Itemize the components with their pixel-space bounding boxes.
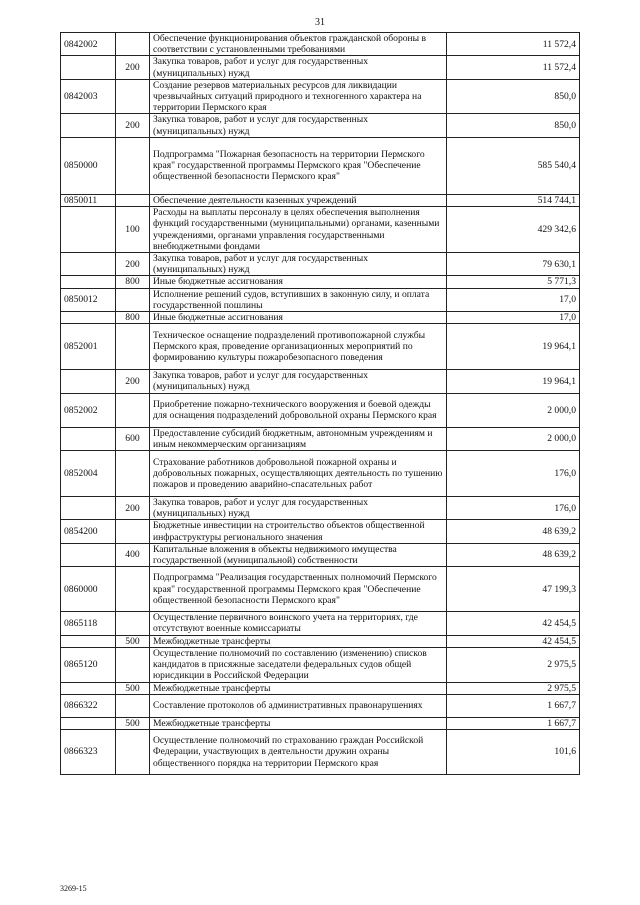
row-name: Составление протоколов об административных правонарушениях	[150, 694, 447, 717]
row-expense-type	[116, 647, 150, 682]
table-row	[61, 497, 580, 520]
row-sum: 48 639,2	[447, 543, 580, 566]
row-expense-type: 600	[116, 427, 150, 450]
table-row	[61, 194, 580, 206]
row-expense-type: 800	[116, 276, 150, 288]
table-row	[61, 717, 580, 729]
row-name: Подпрограмма "Реализация государственных полномочий Пермского края" государственной программы Пермского края "Обеспечение общественной безопасности Пермского края"	[150, 567, 447, 612]
budget-table	[60, 32, 580, 775]
row-code	[61, 635, 116, 647]
row-name: Обеспечение деятельности казенных учреждений	[150, 194, 447, 206]
row-code	[61, 207, 116, 253]
row-expense-type: 200	[116, 253, 150, 276]
row-name: Межбюджетные трансферты	[150, 635, 447, 647]
table-row	[61, 370, 580, 393]
row-name: Иные бюджетные ассигнования	[150, 276, 447, 288]
row-expense-type	[116, 520, 150, 543]
row-name: Закупка товаров, работ и услуг для государственных (муниципальных) нужд	[150, 56, 447, 79]
table-row	[61, 635, 580, 647]
table-row	[61, 393, 580, 427]
row-expense-type	[116, 729, 150, 774]
table-row	[61, 682, 580, 694]
row-sum: 514 744,1	[447, 194, 580, 206]
table-row	[61, 114, 580, 137]
row-name: Капитальные вложения в объекты недвижимого имущества государственной (муниципальной) собственности	[150, 543, 447, 566]
row-code	[61, 114, 116, 137]
row-sum: 176,0	[447, 497, 580, 520]
row-expense-type	[116, 33, 150, 56]
row-sum: 2 000,0	[447, 393, 580, 427]
table-row	[61, 427, 580, 450]
row-sum: 5 771,3	[447, 276, 580, 288]
row-sum: 11 572,4	[447, 56, 580, 79]
row-sum: 176,0	[447, 451, 580, 497]
row-sum: 101,6	[447, 729, 580, 774]
row-expense-type	[116, 451, 150, 497]
row-code: 0850012	[61, 288, 116, 311]
row-sum: 1 667,7	[447, 717, 580, 729]
row-name: Техническое оснащение подразделений противопожарной службы Пермского края, проведение организационных мероприятий по формированию культуры пожаробезопасного поведения	[150, 324, 447, 370]
row-sum: 585 540,4	[447, 137, 580, 194]
table-row	[61, 137, 580, 194]
table-row	[61, 520, 580, 543]
page-number: 31	[315, 17, 325, 28]
row-expense-type: 100	[116, 207, 150, 253]
row-name: Закупка товаров, работ и услуг для государственных (муниципальных) нужд	[150, 497, 447, 520]
row-code	[61, 276, 116, 288]
row-expense-type: 200	[116, 114, 150, 137]
row-name: Бюджетные инвестиции на строительство объектов общественной инфраструктуры регионального значения	[150, 520, 447, 543]
document-footer-code: 3269-15	[60, 884, 87, 893]
row-code: 0842002	[61, 33, 116, 56]
row-expense-type	[116, 288, 150, 311]
row-expense-type: 200	[116, 56, 150, 79]
row-expense-type	[116, 694, 150, 717]
row-code	[61, 497, 116, 520]
row-name: Расходы на выплаты персоналу в целях обеспечения выполнения функций государственными (муниципальными) органами, казенными учреждениями, органами управления государственными внебюджетными фондами	[150, 207, 447, 253]
table-row	[61, 612, 580, 635]
row-code: 0842003	[61, 79, 116, 114]
row-sum: 429 342,6	[447, 207, 580, 253]
row-sum: 2 975,5	[447, 647, 580, 682]
table-row	[61, 543, 580, 566]
row-expense-type: 500	[116, 635, 150, 647]
row-expense-type	[116, 324, 150, 370]
row-sum: 19 964,1	[447, 370, 580, 393]
row-code: 0852002	[61, 393, 116, 427]
table-row	[61, 79, 580, 114]
table-row	[61, 33, 580, 56]
table-row	[61, 694, 580, 717]
row-expense-type: 400	[116, 543, 150, 566]
row-name: Закупка товаров, работ и услуг для государственных (муниципальных) нужд	[150, 370, 447, 393]
row-code: 0852001	[61, 324, 116, 370]
row-name: Осуществление полномочий по страхованию граждан Российской Федерации, участвующих в деятельности дружин охраны общественного порядка на территории Пермского края	[150, 729, 447, 774]
row-code	[61, 717, 116, 729]
row-name: Исполнение решений судов, вступивших в законную силу, и оплата государственной пошлины	[150, 288, 447, 311]
table-row	[61, 253, 580, 276]
row-expense-type: 200	[116, 370, 150, 393]
row-code	[61, 543, 116, 566]
row-sum: 2 000,0	[447, 427, 580, 450]
row-code: 0866322	[61, 694, 116, 717]
row-expense-type	[116, 79, 150, 114]
row-code: 0866323	[61, 729, 116, 774]
row-name: Предоставление субсидий бюджетным, автономным учреждениям и иным некоммерческим организациям	[150, 427, 447, 450]
row-name: Закупка товаров, работ и услуг для государственных (муниципальных) нужд	[150, 114, 447, 137]
table-row	[61, 276, 580, 288]
row-sum: 19 964,1	[447, 324, 580, 370]
row-name: Закупка товаров, работ и услуг для государственных (муниципальных) нужд	[150, 253, 447, 276]
table-row	[61, 324, 580, 370]
row-name: Подпрограмма "Пожарная безопасность на территории Пермского края" государственной программы Пермского края "Обеспечение общественной безопасности Пермского края"	[150, 137, 447, 194]
row-expense-type: 800	[116, 312, 150, 324]
row-sum: 17,0	[447, 288, 580, 311]
row-name: Приобретение пожарно-технического вооружения и боевой одежды для оснащения подразделений добровольной охраны Пермского края	[150, 393, 447, 427]
row-sum: 47 199,3	[447, 567, 580, 612]
row-code: 0850000	[61, 137, 116, 194]
table-row	[61, 567, 580, 612]
row-sum: 17,0	[447, 312, 580, 324]
row-code	[61, 370, 116, 393]
row-expense-type: 200	[116, 497, 150, 520]
table-row	[61, 312, 580, 324]
row-name: Межбюджетные трансферты	[150, 682, 447, 694]
row-expense-type	[116, 393, 150, 427]
budget-table-body	[61, 33, 580, 775]
row-code: 0850011	[61, 194, 116, 206]
row-name: Осуществление первичного воинского учета на территориях, где отсутствуют военные комиссариаты	[150, 612, 447, 635]
row-sum: 850,0	[447, 114, 580, 137]
row-code	[61, 56, 116, 79]
table-row	[61, 56, 580, 79]
row-code: 0854200	[61, 520, 116, 543]
row-name: Создание резервов материальных ресурсов для ликвидации чрезвычайных ситуаций природного и техногенного характера на территории Пермского края	[150, 79, 447, 114]
row-code	[61, 253, 116, 276]
row-code: 0865118	[61, 612, 116, 635]
table-row	[61, 729, 580, 774]
row-sum: 11 572,4	[447, 33, 580, 56]
table-row	[61, 451, 580, 497]
row-expense-type: 500	[116, 717, 150, 729]
row-code: 0865120	[61, 647, 116, 682]
row-name: Межбюджетные трансферты	[150, 717, 447, 729]
row-expense-type: 500	[116, 682, 150, 694]
row-sum: 48 639,2	[447, 520, 580, 543]
row-code: 0860000	[61, 567, 116, 612]
row-expense-type	[116, 612, 150, 635]
row-expense-type	[116, 137, 150, 194]
row-expense-type	[116, 194, 150, 206]
row-sum: 2 975,5	[447, 682, 580, 694]
row-sum: 79 630,1	[447, 253, 580, 276]
row-sum: 42 454,5	[447, 635, 580, 647]
row-sum: 1 667,7	[447, 694, 580, 717]
row-name: Обеспечение функционирования объектов гражданской обороны в соответствии с установленными требованиями	[150, 33, 447, 56]
table-row	[61, 288, 580, 311]
row-sum: 42 454,5	[447, 612, 580, 635]
row-expense-type	[116, 567, 150, 612]
row-name: Осуществление полномочий по составлению (изменению) списков кандидатов в присяжные заседатели федеральных судов общей юрисдикции в Российской Федерации	[150, 647, 447, 682]
row-sum: 850,0	[447, 79, 580, 114]
table-row	[61, 647, 580, 682]
row-code	[61, 682, 116, 694]
row-code	[61, 312, 116, 324]
row-code: 0852004	[61, 451, 116, 497]
row-name: Страхование работников добровольной пожарной охраны и добровольных пожарных, осуществляющих деятельность по тушению пожаров и проведению аварийно-спасательных работ	[150, 451, 447, 497]
row-name: Иные бюджетные ассигнования	[150, 312, 447, 324]
table-row	[61, 207, 580, 253]
row-code	[61, 427, 116, 450]
